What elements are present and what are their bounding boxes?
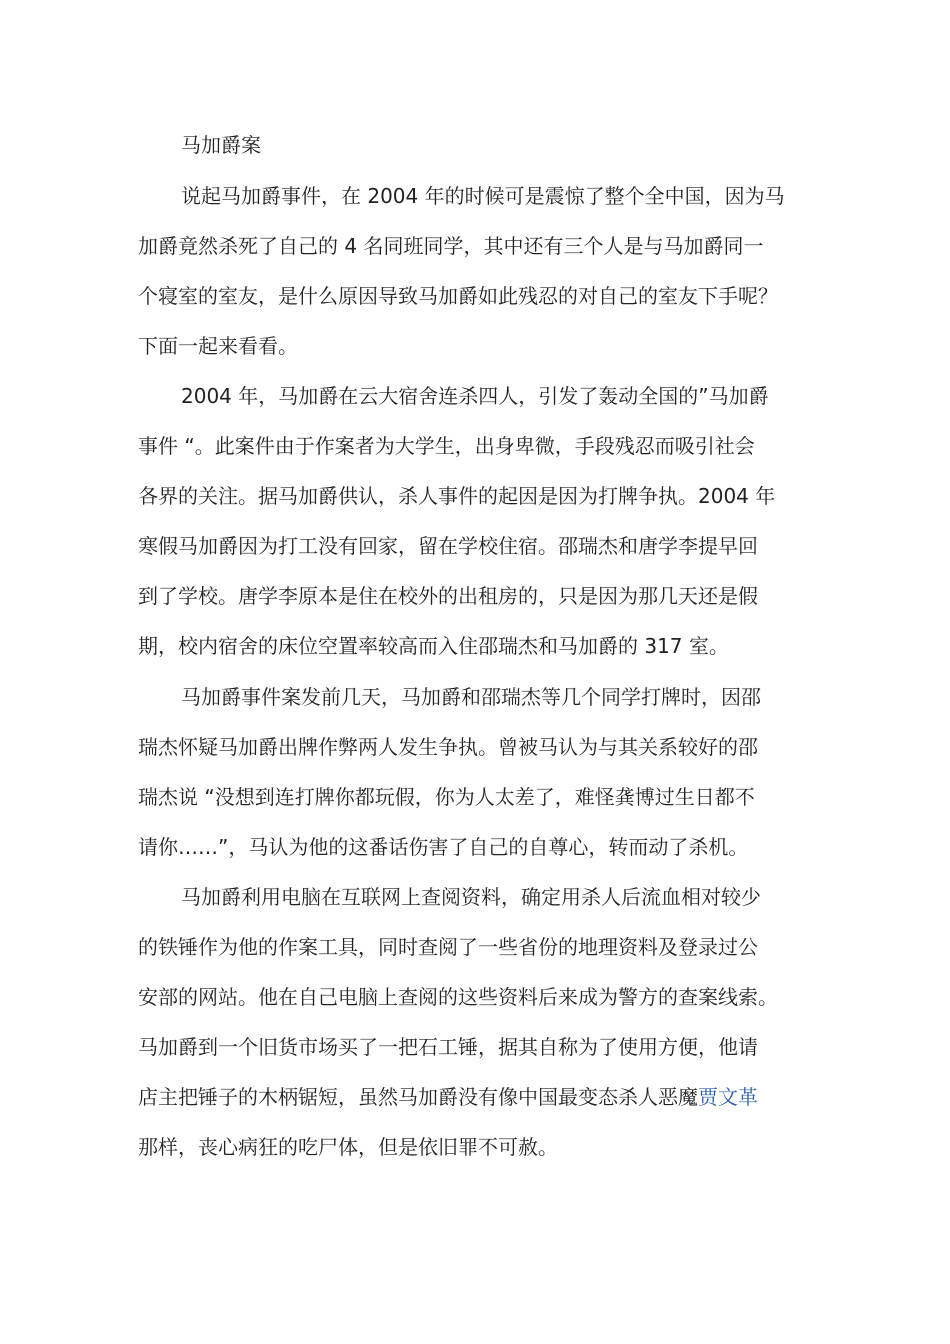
paragraph-line: 说起马加爵事件，在 2004 年的时候可是震惊了整个全中国，因为马 [181, 184, 785, 208]
paragraph-line: 2004 年，马加爵在云大宿舍连杀四人，引发了轰动全国的”马加爵 [181, 384, 769, 408]
document-title: 马加爵案 [181, 133, 261, 157]
paragraph-line: 加爵竟然杀死了自己的 4 名同班同学，其中还有三个人是与马加爵同一 [138, 234, 764, 258]
paragraph-line: 各界的关注。据马加爵供认，杀人事件的起因是因为打牌争执。2004 年 [138, 484, 776, 508]
paragraph-line: 事件 “。此案件由于作案者为大学生，出身卑微，手段残忍而吸引社会 [138, 434, 755, 458]
paragraph-text: 店主把锤子的木柄锯短，虽然马加爵没有像中国最变态杀人恶魔 [138, 1085, 698, 1109]
paragraph-line: 马加爵利用电脑在互联网上查阅资料，确定用杀人后流血相对较少 [181, 885, 761, 909]
paragraph-line: 那样，丧心病狂的吃尸体，但是依旧罪不可赦。 [138, 1135, 558, 1159]
paragraph-line: 寒假马加爵因为打工没有回家，留在学校住宿。邵瑞杰和唐学李提早回 [138, 534, 758, 558]
paragraph-line-with-link [138, 1082, 758, 1112]
paragraph-line: 请你……”，马认为他的这番话伤害了自己的自尊心，转而动了杀机。 [138, 835, 749, 859]
paragraph-line: 马加爵事件案发前几天，马加爵和邵瑞杰等几个同学打牌时，因邵 [181, 685, 761, 709]
paragraph-line: 到了学校。唐学李原本是住在校外的出租房的，只是因为那几天还是假 [138, 584, 758, 608]
paragraph-line: 安部的网站。他在自己电脑上查阅的这些资料后来成为警方的查案线索。 [138, 985, 778, 1009]
paragraph-line: 的铁锤作为他的作案工具，同时查阅了一些省份的地理资料及登录过公 [138, 935, 758, 959]
paragraph-line: 个寝室的室友，是什么原因导致马加爵如此残忍的对自己的室友下手呢？ [138, 284, 778, 308]
person-link[interactable]: 贾文革 [698, 1085, 758, 1109]
paragraph-line: 期，校内宿舍的床位空置率较高而入住邵瑞杰和马加爵的 317 室。 [138, 634, 729, 658]
paragraph-line: 马加爵到一个旧货市场买了一把石工锤，据其自称为了使用方便，他请 [138, 1035, 758, 1059]
paragraph-line: 瑞杰怀疑马加爵出牌作弊两人发生争执。曾被马认为与其关系较好的邵 [138, 735, 758, 759]
paragraph-line: 下面一起来看看。 [138, 334, 298, 358]
paragraph-line: 瑞杰说 “没想到连打牌你都玩假，你为人太差了，难怪龚博过生日都不 [138, 785, 755, 809]
